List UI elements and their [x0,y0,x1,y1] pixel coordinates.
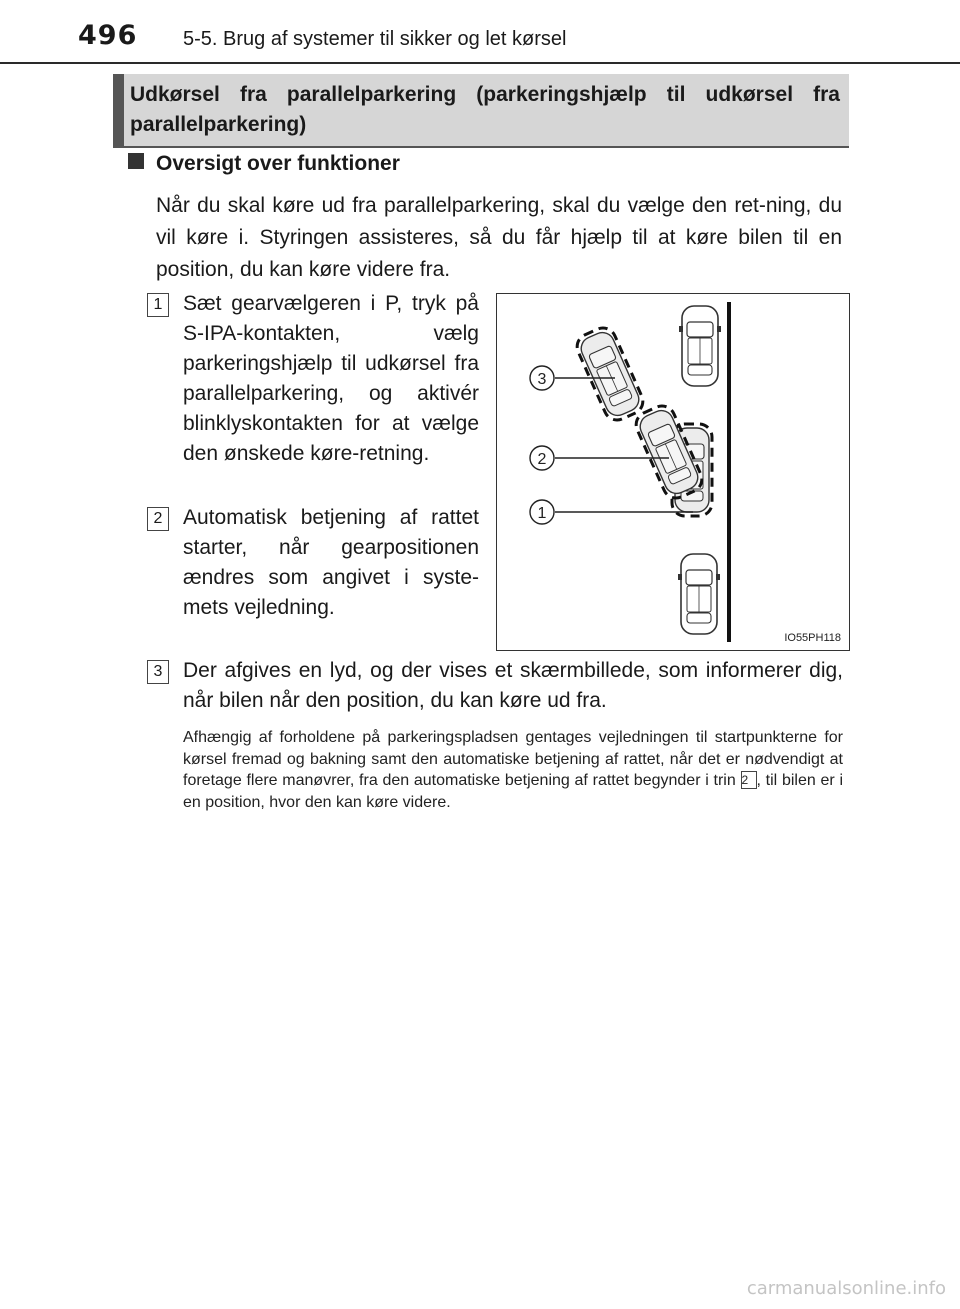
step-3-text: Der afgives en lyd, og der vises et skærmbillede, som informerer dig, når bilen når den position, du kan køre ud fra. [183,659,843,712]
callout-3: 3 [537,371,547,388]
footer-watermark: carmanualsonline.info [746,1278,946,1299]
header-rule [0,62,960,64]
subheading [128,152,400,176]
callout-2: 2 [537,451,547,468]
car-position-3 [573,324,647,424]
step-1-text: Sæt gearvælgeren i P, tryk på S-IPA-kontakten, vælg parkeringshjælp til udkørsel fra parallelparkering, og aktivér blinklyskontakten for at vælge den ønskede køre-retning. [183,292,479,465]
step-3-number: 3 [147,660,169,684]
figure-code: IO55PH118 [784,632,841,644]
square-bullet-icon [128,153,144,169]
parked-car-bottom [678,554,720,634]
step-2-number: 2 [147,507,169,531]
subheading-text: Oversigt over funktioner [156,152,400,175]
parked-car-top [679,306,721,386]
intro-paragraph: Når du skal køre ud fra parallelparkering, skal du vælge den ret-ning, du vil køre i. Styringen assisteres, så du får hjælp til at køre bilen til en position, du kan køre videre fra. [156,194,842,281]
parking-diagram [496,293,850,651]
section-title: Udkørsel fra parallelparkering (parkeringshjælp til udkørsel fra parallelparkering) [130,83,840,136]
callout-1: 1 [537,505,547,522]
step-2-text: Automatisk betjening af rattet starter, når gearpositionen ændres som angivet i syste-mets vejledning. [183,506,479,619]
page-number: 496 [78,20,138,51]
note-paragraph: Afhængig af forholdene på parkeringspladsen gentages vejledningen til startpunkterne for kørsel fremad og bakning samt den automatiske betjening af rattet, når det er nødvendigt at foretage flere manøvrer, fra den automatiske betjening af rattet begynder i trin 2 , til bilen er i en position, hvor den kan køre videre. [183,729,844,811]
running-head: 5-5. Brug af systemer til sikker og let kørsel [183,28,567,50]
note-step-ref: 2 [741,771,757,789]
step-1-number: 1 [147,293,169,317]
